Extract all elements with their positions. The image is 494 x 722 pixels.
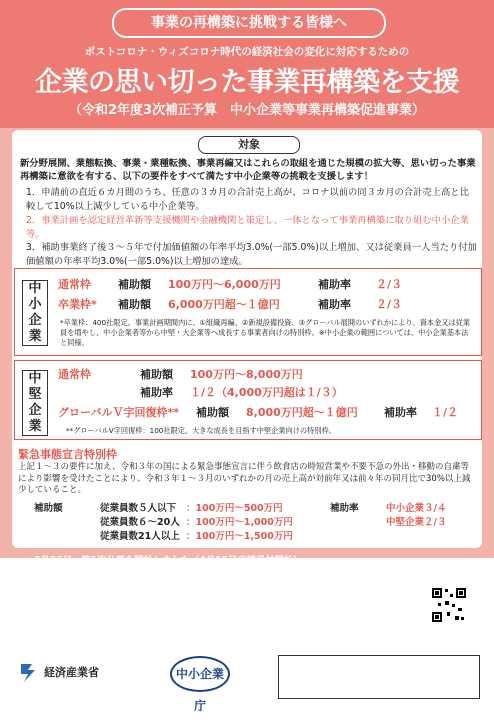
sme-row1-v: 100万円～6,000万円 <box>168 278 281 291</box>
bottom-note-4: ※ 詳細は事業再構築補助金事務局ホームページをご確認ください。 <box>34 615 316 626</box>
url-row <box>22 628 482 642</box>
mid-row2-name: グローバルＶ字回復枠** <box>58 406 179 419</box>
mid-note: **グローバルV字回復枠：100社限定。大きな成長を目指す中堅企業向けの特別枠。 <box>66 426 336 435</box>
mid-row1-name: 通常枠 <box>58 368 91 381</box>
mid-row1-k: 補助額 <box>140 368 173 381</box>
emergency-row1-a: 従業員数５人以下 <box>100 503 177 514</box>
mid-row2-rv: １/２ <box>432 406 459 419</box>
sme-row2-rk: 補助率 <box>318 298 351 311</box>
bottom-notes <box>22 554 482 641</box>
emergency-k: 補助額 <box>34 503 63 514</box>
mid-row2-rk: 補助率 <box>384 406 417 419</box>
website-link[interactable]: https://jigyou-saikouchiku.jp/ <box>58 627 231 640</box>
footer <box>0 648 494 713</box>
sme-row1-rk: 補助率 <box>318 278 351 291</box>
sme-row2-rv: ２/３ <box>376 298 403 311</box>
mid-row1-rv: １/２（4,000万円超は１/３） <box>190 386 343 399</box>
sme-agency-logo: 中小企業庁 <box>170 656 230 692</box>
header-pill: 事業の再構築に挑戦する皆様へ <box>112 8 386 38</box>
page-title: 企業の思い切った事業再構築を支援 <box>35 67 459 98</box>
bottom-note-1: ● 3月26日、第1次公募を開始しました（4月15日申請受付開始）。 <box>22 554 482 568</box>
blank-box <box>278 655 480 699</box>
emergency-row2-b: ：100万円～1,000万円 <box>186 517 293 528</box>
meti-logo-icon <box>18 662 38 684</box>
sme-row2-k: 補助額 <box>118 298 151 311</box>
mid-label: 中堅企業 <box>22 370 48 436</box>
mid-row2-k: 補助額 <box>196 406 229 419</box>
emergency-row1-b: ：100万円～500万円 <box>186 503 283 514</box>
emergency-row3-b: ：100万円～1,500万円 <box>186 531 293 542</box>
target-intro: 新分野展開、業態転換、事業・業種転換、事業再編又はこれらの取組を通じた規模の拡大等、思い切った事業再構築に意欲を有する、以下の要件をすべて満たす中小企業等の挑戦を支援します！ <box>20 158 476 182</box>
req-1: 1．申請前の直近６カ月間のうち、任意の３カ月の合計売上高が、コロナ以前の同３カ月の合計売上高と比較して10%以上減少している中小企業等。 <box>26 187 469 212</box>
sme-note: *卒業枠：400社限定。事業計画期間内に、①組織再編、②新規設備投資、③グローバル展開のいずれかにより、資本金又は従業員を増やし、中小企業者等から中堅・大企業等へ成長する事業者向けの特別枠。※中小企業の範囲については、中小企業基本法と同様。 <box>60 318 471 347</box>
sme-label: 中小企業 <box>22 280 48 346</box>
sme-row1-k: 補助額 <box>118 278 151 291</box>
header-pre: ポストコロナ・ウィズコロナ時代の経済社会の変化に対応するための <box>84 46 410 58</box>
qr-code[interactable] <box>430 586 468 624</box>
target-title: 対象 <box>198 136 300 154</box>
req-3: 3．補助事業終了後３～５年で付加価値額の年率平均3.0%(一部5.0%)以上増加、又は従業員一人当たり付加価値額の年率平均3.0%(一部5.0%)以上増加の達成。 <box>26 242 477 267</box>
emergency-text: 上記１～３の要件に加え、令和３年の国による緊急事態宣言に伴う飲食店の時短営業や不要不急の外出・移動の自粛等により影響を受けたことにより、令和３年１～３月のいずれかの月の売上高が対前年又は前々年の同月比で30%以上減少していること。 <box>18 462 471 495</box>
bottom-note-2: ● 第1次公募の締切りは4月30日です。令和３年度にさらに４回程度公募する予定です。 <box>22 570 482 584</box>
page-subtitle: （令和2年度3次補正予算 中小企業等事業再構築促進事業） <box>68 103 426 118</box>
emergency-rv2: 中堅企業２/３ <box>386 517 447 528</box>
sme-row1-rv: ２/３ <box>376 278 403 291</box>
mid-row1-rk: 補助率 <box>140 386 173 399</box>
meti-label: 経済産業省 <box>44 666 99 679</box>
req-2: 2．事業計画を認定経営革新等支援機関や金融機関と策定し、一体となって事業再構築に取り組む中小企業等。 <box>26 215 469 240</box>
bottom-note-3: ● 申請後、審査委員が審査の上、予算の範囲内で採択します。公募要領に記載されている審査項目や注意事項を確認の上、事業計画を策定してください。 <box>22 585 414 612</box>
emergency-row2-a: 従業員数６～20人 <box>100 517 180 528</box>
emergency-rk: 補助率 <box>330 503 359 514</box>
sme-row2-v: 6,000万円超～１億円 <box>168 298 280 311</box>
mid-row2-v: 8,000万円超～１億円 <box>246 406 358 419</box>
emergency-title: 緊急事態宣言特別枠 <box>18 448 117 461</box>
emergency-rv1: 中小企業３/４ <box>386 503 447 514</box>
sme-row1-name: 通常枠 <box>58 278 91 291</box>
mid-row1-v: 100万円～8,000万円 <box>190 368 303 381</box>
emergency-row3-a: 従業員数21人以上 <box>100 531 180 542</box>
qr-caption: 事業再構築補助金事務局HP <box>417 626 483 642</box>
sme-row2-name: 卒業枠* <box>58 298 97 311</box>
